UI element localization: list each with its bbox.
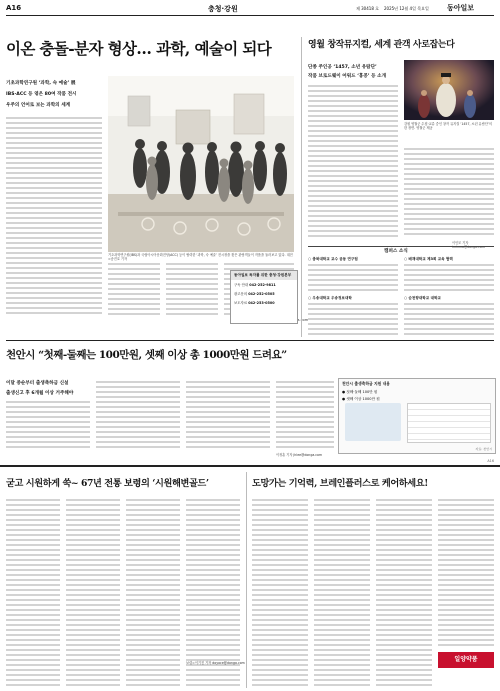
story1-subhead-3: 우주의 언어로 보는 과학의 세계 (6, 103, 71, 108)
story5-body-col3 (376, 498, 432, 688)
column-divider (301, 37, 302, 337)
story2-photo-caption: 강원 영월군 수집·교류 중인 창작 뮤지컬 ‘1457, 소년 유람단’의 한 장면. 영월군 제공 (404, 122, 493, 131)
footer-page-number: A16 (487, 459, 494, 463)
bureau-ad-row-3 (231, 298, 297, 307)
brief-rule (308, 246, 494, 247)
story1-subhead-2: IBS·ACC 등 엮은 80여 작품 전시 (6, 92, 77, 97)
infobox-map-graphic (345, 403, 401, 441)
brief-text-2 (308, 302, 398, 336)
infobox-row-1: ● 첫째·둘째 100만 원 (342, 390, 378, 394)
story1-photo-caption: 기초과학연구원(IBS)과 국립아시아문화전당(ACC) 등이 협력한 ‘과학, 숙 예술’ 전시장을 찾은 관람객들이 작품을 둘러보고 있다. 대전=송진호 기자 (108, 253, 293, 262)
story5-body-col2 (314, 498, 370, 688)
story1-body-col1 (6, 116, 102, 316)
bureau-ad-box (230, 270, 298, 324)
infobox-row-2: ● 셋째 이상 1000만 원 (342, 397, 380, 401)
bureau-ad-row-2 (231, 289, 297, 298)
brief-title: 캠퍼스 소식 (384, 249, 408, 254)
paper-name: 동아일보 (447, 3, 475, 12)
bottom-section-rule (0, 465, 500, 467)
story2-headline: 영월 창작뮤지컬, 세계 관객 사로잡는다 (308, 40, 455, 50)
issue-number: 제 30418 호 (356, 6, 379, 11)
masthead-rule (6, 15, 494, 16)
story3-body-col3 (186, 380, 270, 450)
brief-item-1: ○ 충북대학교 교수 공동 연구팀 (308, 257, 358, 261)
bureau-ad-row-1 (231, 280, 297, 289)
story2-subhead-2: 작품 브로드웨이 어워드 ‘홍콩’ 등 소개 (308, 74, 387, 79)
story4-byline: 보령=이기진 기자 doyoce@donga.com (186, 661, 245, 665)
story3-headline: 천안시 “첫째-둘째는 100만원, 셋째 이상 총 1000만원 드려요” (6, 349, 287, 361)
brief-item-2: ○ 우송대학교 우송정보대학 (308, 296, 352, 300)
gallery-scene (108, 76, 294, 252)
story4-body-col2 (66, 498, 120, 688)
row-value: 042-252-0505 (248, 292, 275, 296)
musical-stage-scene (404, 60, 494, 120)
bureau-ad-title: 동아일보 독자를 위한 충청·강원본부 (231, 271, 297, 280)
story2-byline: 이인모 기자 iminmo@donga.com (452, 241, 485, 249)
bottom-column-divider (246, 472, 247, 688)
page-number: A16 (6, 4, 22, 12)
brief-text-1 (308, 263, 398, 293)
issue-date: 2025년 12월 4일 목요일 (384, 6, 429, 11)
story3-subhead-1: 이달 중순부터 출생축하금 신설 (6, 381, 69, 386)
story3-subhead-2: 출생신고 후 6개월 이상 거주해야 (6, 391, 74, 396)
row-value: 042-253-0500 (248, 301, 275, 305)
story4-headline: 굳고 시원하게 쑥~ 67년 전통 보령의 ‘시원해변골드’ (6, 478, 209, 489)
row-value: 042-252-9811 (249, 283, 276, 287)
row-label: 구독 안내 (234, 283, 249, 287)
musical-photo (404, 60, 494, 120)
story3-body-col2 (96, 380, 180, 450)
infobox-table-graphic (407, 403, 491, 443)
story2-subhead-1: 단종 주인공 ‘1457, 소년 유람단’ (308, 65, 377, 70)
story5-headline: 도망가는 기억력, 브레인플러스로 케어하세요! (252, 478, 428, 489)
story2-body-col2 (404, 147, 494, 238)
birth-info-box (338, 378, 496, 454)
infobox-source: 자료: 천안시 (475, 447, 492, 451)
brief-text-4 (404, 302, 494, 336)
story3-top-rule (6, 340, 494, 341)
section-name: 충청·강원 (208, 5, 238, 13)
story5-body-col4 (438, 498, 494, 646)
story1-subhead-1: 기초과학연구원 ‘과학, 숙 예술’ 展 (6, 81, 76, 86)
story1-body-col4 (166, 262, 218, 316)
story3-body-col1 (6, 400, 90, 450)
row-label: 보도자료 (234, 301, 248, 305)
story5-body-col1 (252, 498, 308, 688)
brief-text-3 (404, 263, 494, 293)
story2-body-col1 (308, 84, 398, 238)
brief-item-4: ○ 순천향대학교 대학교 (404, 296, 441, 300)
ilyang-logo (438, 652, 494, 668)
infobox-title: 천안시 출생축하금 지원 내용 (342, 381, 390, 386)
row-label: 광고문의 (234, 292, 248, 296)
story4-body-col1 (6, 498, 60, 688)
story1-body-col3 (108, 262, 160, 316)
story3-byline: 이정훈 기자 jhlee@donga.com (276, 453, 323, 457)
story3-body-col4 (276, 380, 334, 450)
story4-body-col3 (126, 498, 180, 688)
story1-headline: 이온 충돌-분자 형상… 과학, 예술이 되다 (6, 39, 272, 58)
brief-item-3: ○ 배재대학교 제3회 교육 협력 (404, 257, 453, 261)
gallery-photo (108, 76, 294, 252)
ilyang-logo-text: 일양약품 (454, 656, 478, 663)
